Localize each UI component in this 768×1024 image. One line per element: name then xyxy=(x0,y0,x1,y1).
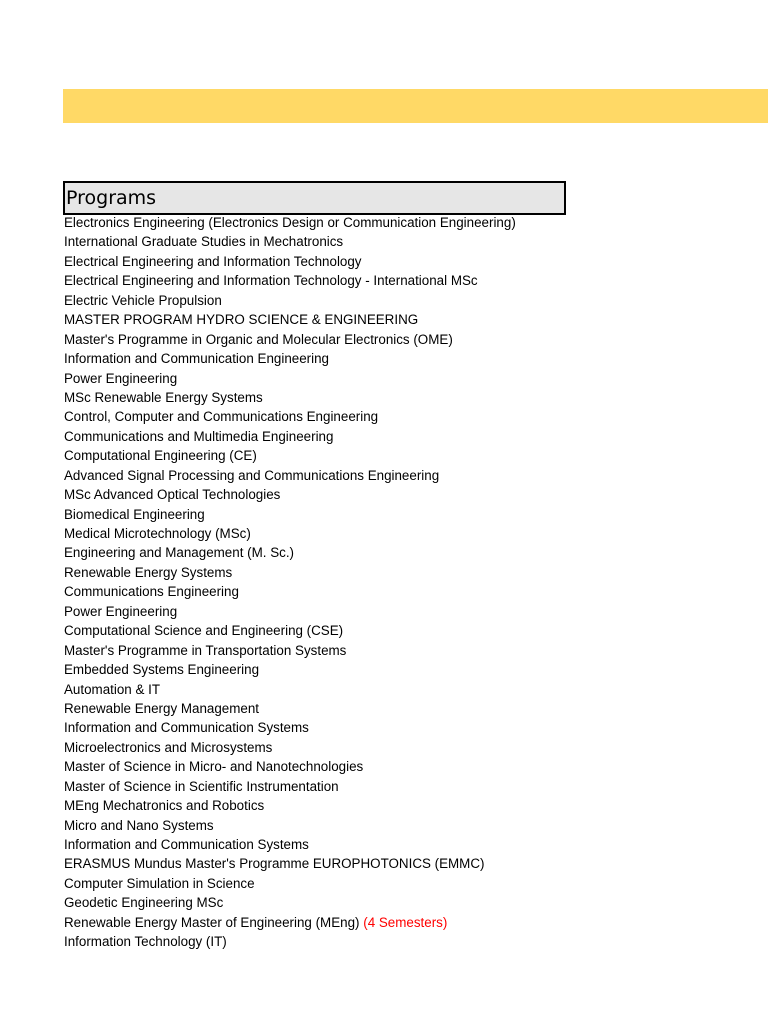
program-name: Information and Communication Systems xyxy=(64,837,309,852)
program-name: Control, Computer and Communications Engineering xyxy=(64,409,379,425)
program-name: Automation & IT xyxy=(64,681,161,697)
program-item xyxy=(64,349,764,368)
program-name: Renewable Energy Management xyxy=(64,700,260,716)
program-name: Master of Science in Scientific Instrumentation xyxy=(64,778,339,794)
program-name: Master's Programme in Transportation Systems xyxy=(64,642,347,658)
program-item xyxy=(64,718,764,737)
program-item xyxy=(64,932,764,951)
program-name: Computer Simulation in Science xyxy=(64,875,255,891)
program-name: Power Engineering xyxy=(64,603,178,619)
program-list xyxy=(64,213,764,952)
program-name: Information and Communication Engineering xyxy=(64,351,329,367)
program-item xyxy=(64,757,764,776)
program-item xyxy=(64,641,764,660)
program-name: Communications Engineering xyxy=(64,584,239,600)
program-item xyxy=(64,913,764,932)
program-item xyxy=(64,213,764,232)
program-name: Master's Programme in Organic and Molecular Electronics (OME) xyxy=(64,331,453,347)
program-name: Microelectronics and Microsystems xyxy=(64,739,273,755)
program-name: Geodetic Engineering MSc xyxy=(64,895,224,911)
program-item xyxy=(64,271,764,290)
program-name: Embedded Systems Engineering xyxy=(64,662,260,678)
program-item xyxy=(64,796,764,815)
program-name: Electrical Engineering and Information Technology xyxy=(64,253,362,269)
program-item xyxy=(64,699,764,718)
program-item xyxy=(64,621,764,640)
program-name: MSc Renewable Energy Systems xyxy=(64,389,263,405)
program-item xyxy=(64,232,764,251)
program-item xyxy=(64,466,764,485)
program-name: Information and Communication Systems xyxy=(64,720,309,736)
program-name: Electronics Engineering (Electronics Design or Communication Engineering) xyxy=(64,215,516,230)
program-name: ERASMUS Mundus Master's Programme EUROPHOTONICS (EMMC) xyxy=(64,856,485,872)
program-item xyxy=(64,582,764,601)
program-name: MSc Advanced Optical Technologies xyxy=(64,487,281,503)
program-item xyxy=(64,310,764,329)
program-item xyxy=(64,777,764,796)
program-name: Renewable Energy Master of Engineering (MEng) xyxy=(64,914,360,930)
program-item xyxy=(64,563,764,582)
program-name: Biomedical Engineering xyxy=(64,506,205,522)
program-item xyxy=(64,369,764,388)
program-item xyxy=(64,816,764,835)
program-item xyxy=(64,680,764,699)
program-item xyxy=(64,446,764,465)
program-item xyxy=(64,660,764,679)
program-name: Micro and Nano Systems xyxy=(64,817,214,833)
program-item xyxy=(64,291,764,310)
program-name: Master of Science in Micro- and Nanotechnologies xyxy=(64,759,364,775)
program-name: Computational Engineering (CE) xyxy=(64,448,257,464)
program-item xyxy=(64,252,764,271)
program-name: Advanced Signal Processing and Communications Engineering xyxy=(64,467,440,483)
program-name: Electric Vehicle Propulsion xyxy=(64,292,222,308)
program-item xyxy=(64,543,764,562)
program-name: MASTER PROGRAM HYDRO SCIENCE & ENGINEERING xyxy=(64,312,419,328)
program-item xyxy=(64,330,764,349)
program-name: Medical Microtechnology (MSc) xyxy=(64,526,251,541)
program-item xyxy=(64,388,764,407)
highlight-band xyxy=(63,89,768,123)
program-name: Computational Science and Engineering (CSE) xyxy=(64,623,344,639)
program-name: Communications and Multimedia Engineering xyxy=(64,428,334,444)
program-name: Engineering and Management (M. Sc.) xyxy=(64,545,294,561)
program-item xyxy=(64,505,764,524)
program-item xyxy=(64,874,764,893)
program-name: Information Technology (IT) xyxy=(64,934,227,950)
program-note: (4 Semesters) xyxy=(363,914,448,930)
program-name: Power Engineering xyxy=(64,370,178,386)
program-item xyxy=(64,485,764,504)
program-item xyxy=(64,854,764,873)
program-item xyxy=(64,602,764,621)
program-name: Renewable Energy Systems xyxy=(64,564,233,580)
programs-header: Programs xyxy=(63,181,566,215)
program-name: Electrical Engineering and Information Technology - International MSc xyxy=(64,273,478,289)
program-item xyxy=(64,738,764,757)
program-item xyxy=(64,407,764,426)
program-name: MEng Mechatronics and Robotics xyxy=(64,798,265,814)
program-item xyxy=(64,524,764,543)
program-item xyxy=(64,893,764,912)
program-item xyxy=(64,427,764,446)
program-name: International Graduate Studies in Mechatronics xyxy=(64,234,344,250)
program-item xyxy=(64,835,764,854)
